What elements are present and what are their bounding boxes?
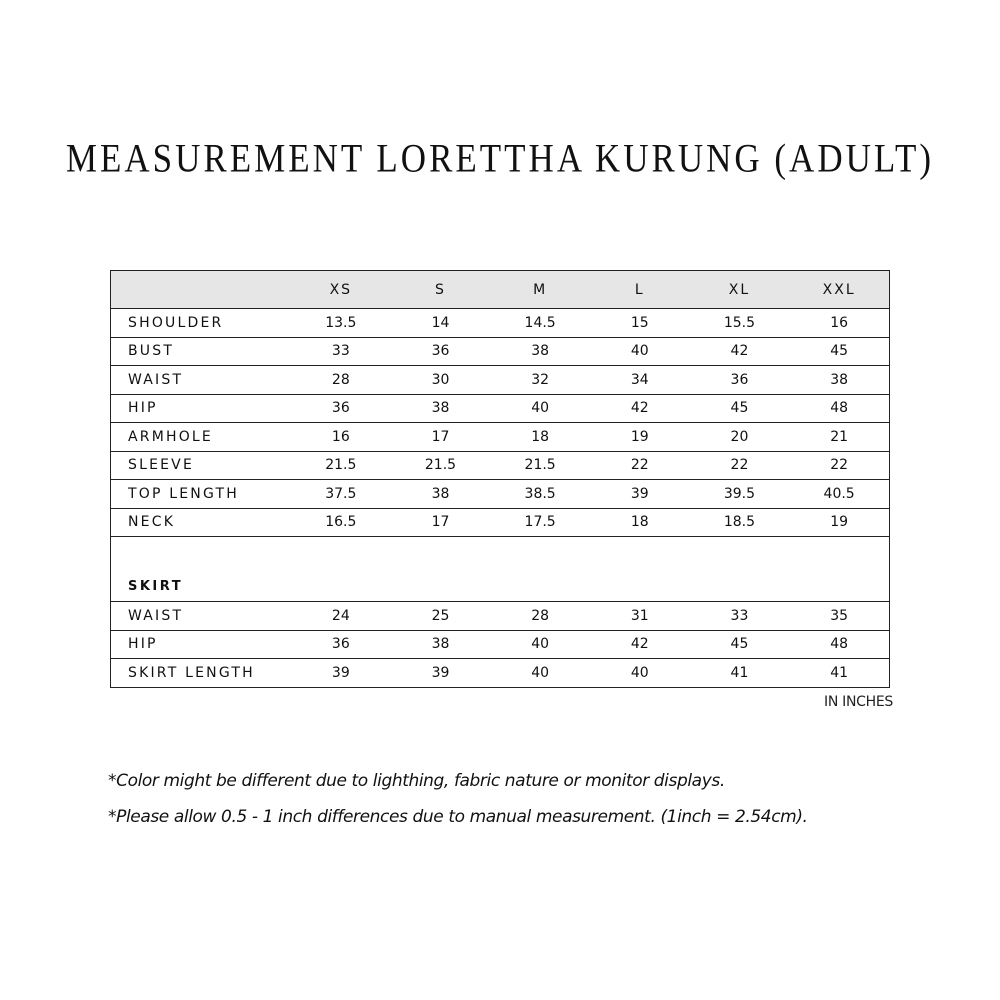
- table-row: [111, 337, 890, 366]
- measurement-cell: 39.5: [690, 480, 790, 509]
- table-row: [111, 508, 890, 537]
- size-chart-table: [110, 270, 890, 688]
- measurement-cell: 42: [590, 394, 690, 423]
- size-header-xxl: XXL: [789, 271, 889, 309]
- measurement-cell: 39: [391, 659, 491, 688]
- row-label: NECK: [111, 508, 292, 537]
- measurement-cell: 42: [590, 630, 690, 659]
- measurement-cell: 40: [590, 337, 690, 366]
- measurement-cell: 38: [490, 337, 590, 366]
- measurement-cell: 38: [391, 480, 491, 509]
- row-label: HIP: [111, 394, 292, 423]
- row-label: SLEEVE: [111, 451, 292, 480]
- header-corner-cell: [111, 271, 292, 309]
- measurement-cell: 40.5: [789, 480, 889, 509]
- measurement-cell: 22: [690, 451, 790, 480]
- measurement-cell: 36: [291, 630, 391, 659]
- measurement-cell: 16: [789, 309, 889, 338]
- measurement-cell: 40: [490, 630, 590, 659]
- measurement-cell: 39: [291, 659, 391, 688]
- measurement-cell: 36: [391, 337, 491, 366]
- measurement-cell: 41: [690, 659, 790, 688]
- row-label: SHOULDER: [111, 309, 292, 338]
- measurement-cell: 20: [690, 423, 790, 452]
- row-label: WAIST: [111, 366, 292, 395]
- measurement-cell: 28: [490, 602, 590, 631]
- note-color: *Color might be different due to lighthing, fabric nature or monitor displays.: [108, 771, 725, 791]
- table-row: [111, 394, 890, 423]
- table-row: [111, 366, 890, 395]
- measurement-cell: 17: [391, 508, 491, 537]
- measurement-cell: 21: [789, 423, 889, 452]
- measurement-cell: 18: [590, 508, 690, 537]
- measurement-cell: 42: [690, 337, 790, 366]
- size-header-l: L: [590, 271, 690, 309]
- measurement-cell: 22: [789, 451, 889, 480]
- measurement-cell: 17: [391, 423, 491, 452]
- measurement-cell: 39: [590, 480, 690, 509]
- table-row: [111, 451, 890, 480]
- table-row: [111, 630, 890, 659]
- row-label: WAIST: [111, 602, 292, 631]
- measurement-cell: 45: [789, 337, 889, 366]
- table-row: [111, 309, 890, 338]
- measurement-cell: 15: [590, 309, 690, 338]
- measurement-cell: 18.5: [690, 508, 790, 537]
- measurement-cell: 38.5: [490, 480, 590, 509]
- table-row: [111, 602, 890, 631]
- unit-note: IN INCHES: [824, 694, 893, 710]
- measurement-cell: 36: [690, 366, 790, 395]
- skirt-section-label: SKIRT: [111, 537, 292, 602]
- measurement-cell: 24: [291, 602, 391, 631]
- measurement-cell: 22: [590, 451, 690, 480]
- measurement-cell: 35: [789, 602, 889, 631]
- measurement-cell: 16: [291, 423, 391, 452]
- table-header-row: [111, 271, 890, 309]
- measurement-cell: 28: [291, 366, 391, 395]
- measurement-cell: 45: [690, 394, 790, 423]
- page-title: MEASUREMENT LORETTHA KURUNG (ADULT): [65, 136, 935, 181]
- measurement-cell: 48: [789, 630, 889, 659]
- measurement-cell: 14.5: [490, 309, 590, 338]
- measurement-cell: 31: [590, 602, 690, 631]
- measurement-cell: 38: [789, 366, 889, 395]
- measurement-cell: 45: [690, 630, 790, 659]
- size-header-m: M: [490, 271, 590, 309]
- measurement-cell: 33: [690, 602, 790, 631]
- size-header-xl: XL: [690, 271, 790, 309]
- measurement-cell: 15.5: [690, 309, 790, 338]
- measurement-cell: 19: [789, 508, 889, 537]
- measurement-cell: 25: [391, 602, 491, 631]
- table-row: [111, 480, 890, 509]
- skirt-section-row: [111, 537, 890, 602]
- notes: [108, 770, 808, 842]
- measurement-cell: 18: [490, 423, 590, 452]
- row-label: BUST: [111, 337, 292, 366]
- table-row: [111, 659, 890, 688]
- measurement-cell: 41: [789, 659, 889, 688]
- measurement-cell: 14: [391, 309, 491, 338]
- row-label: ARMHOLE: [111, 423, 292, 452]
- top-measurements: [111, 309, 890, 537]
- row-label: SKIRT LENGTH: [111, 659, 292, 688]
- measurement-cell: 19: [590, 423, 690, 452]
- measurement-cell: 38: [391, 394, 491, 423]
- measurement-cell: 30: [391, 366, 491, 395]
- table-row: [111, 423, 890, 452]
- note-measurement: *Please allow 0.5 - 1 inch differences due to manual measurement. (1inch = 2.54cm).: [108, 807, 808, 827]
- measurement-cell: 13.5: [291, 309, 391, 338]
- measurement-cell: 21.5: [291, 451, 391, 480]
- measurement-cell: 36: [291, 394, 391, 423]
- skirt-measurements: [111, 602, 890, 688]
- size-header-xs: XS: [291, 271, 391, 309]
- measurement-cell: 17.5: [490, 508, 590, 537]
- measurement-cell: 34: [590, 366, 690, 395]
- measurement-cell: 40: [490, 394, 590, 423]
- measurement-cell: 21.5: [490, 451, 590, 480]
- measurement-cell: 32: [490, 366, 590, 395]
- measurement-cell: 40: [590, 659, 690, 688]
- measurement-cell: 48: [789, 394, 889, 423]
- measurement-cell: 16.5: [291, 508, 391, 537]
- measurement-cell: 21.5: [391, 451, 491, 480]
- row-label: HIP: [111, 630, 292, 659]
- measurement-cell: 33: [291, 337, 391, 366]
- skirt-section: [111, 537, 890, 602]
- measurement-cell: 37.5: [291, 480, 391, 509]
- measurement-cell: 38: [391, 630, 491, 659]
- size-header-s: S: [391, 271, 491, 309]
- measurement-cell: 40: [490, 659, 590, 688]
- row-label: TOP LENGTH: [111, 480, 292, 509]
